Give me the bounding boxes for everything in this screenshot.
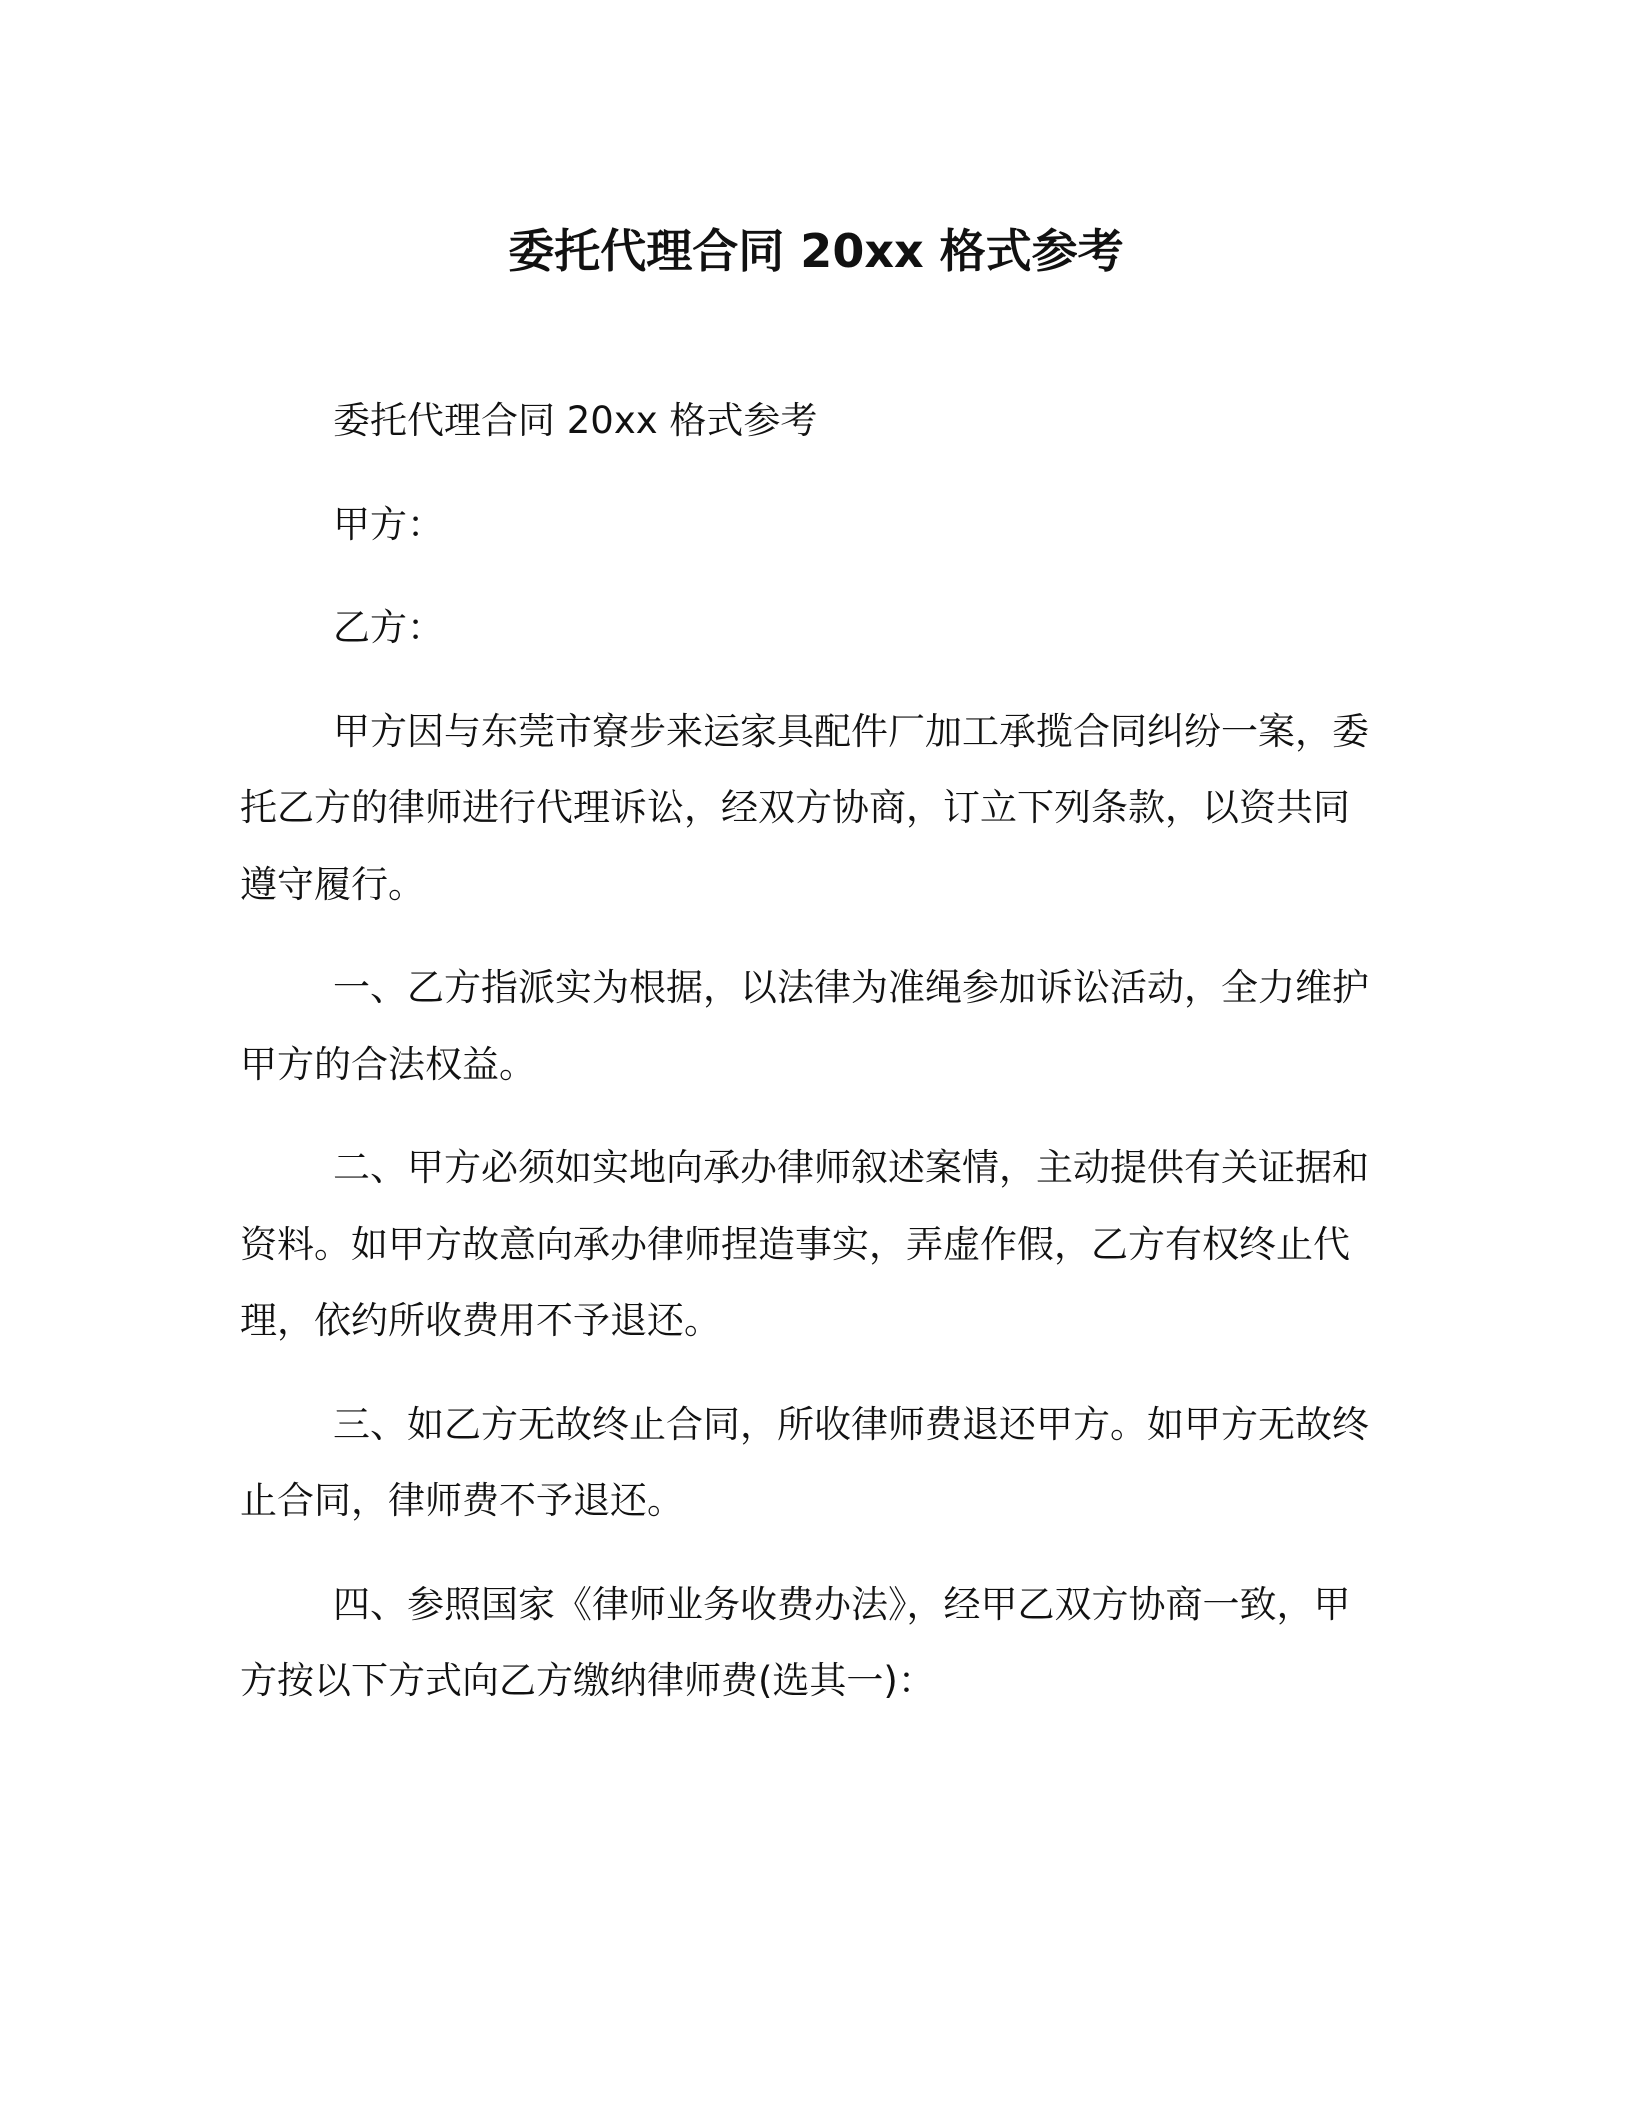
paragraph-heading	[240, 383, 1400, 460]
paragraph-line: 甲方：	[333, 502, 444, 546]
paragraph-clause-3	[240, 1387, 1400, 1540]
paragraph-party-b	[240, 590, 1400, 667]
document-title: 委托代理合同 20xx 格式参考	[508, 224, 1124, 278]
paragraph-line: 甲方因与东莞市寮步来运家具配件厂加工承揽合同纠纷一案，委	[333, 709, 1369, 753]
paragraph-line: 三、如乙方无故终止合同，所收律师费退还甲方。如甲方无故终	[333, 1402, 1369, 1446]
paragraph-line: 一、乙方指派实为根据，以法律为准绳参加诉讼活动，全力维护	[333, 966, 1369, 1009]
paragraph-party-a	[240, 487, 1400, 564]
paragraph-preamble	[240, 694, 1400, 924]
paragraph-line: 资料。如甲方故意向承办律师捏造事实，弄虚作假，乙方有权终止代	[240, 1222, 1350, 1266]
paragraph-line: 托乙方的律师进行代理诉讼，经双方协商，订立下列条款，以资共同	[240, 786, 1350, 829]
paragraph-clause-1	[240, 950, 1400, 1103]
paragraph-line: 方按以下方式向乙方缴纳律师费(选其一)：	[240, 1659, 935, 1702]
paragraph-line: 乙方：	[333, 606, 444, 649]
paragraph-line: 甲方的合法权益。	[240, 1042, 536, 1086]
paragraph-line: 二、甲方必须如实地向承办律师叙述案情，主动提供有关证据和	[333, 1146, 1369, 1189]
paragraph-line: 四、参照国家《律师业务收费办法》，经甲乙双方协商一致，甲	[333, 1582, 1351, 1626]
paragraph-line: 理，依约所收费用不予退还。	[240, 1299, 721, 1342]
paragraph-line: 委托代理合同 20xx 格式参考	[333, 399, 818, 442]
paragraph-clause-2	[240, 1130, 1400, 1360]
paragraph-clause-4	[240, 1567, 1400, 1720]
paragraph-line: 止合同，律师费不予退还。	[240, 1479, 684, 1522]
paragraph-line: 遵守履行。	[240, 862, 425, 906]
document-body	[240, 383, 1400, 1747]
